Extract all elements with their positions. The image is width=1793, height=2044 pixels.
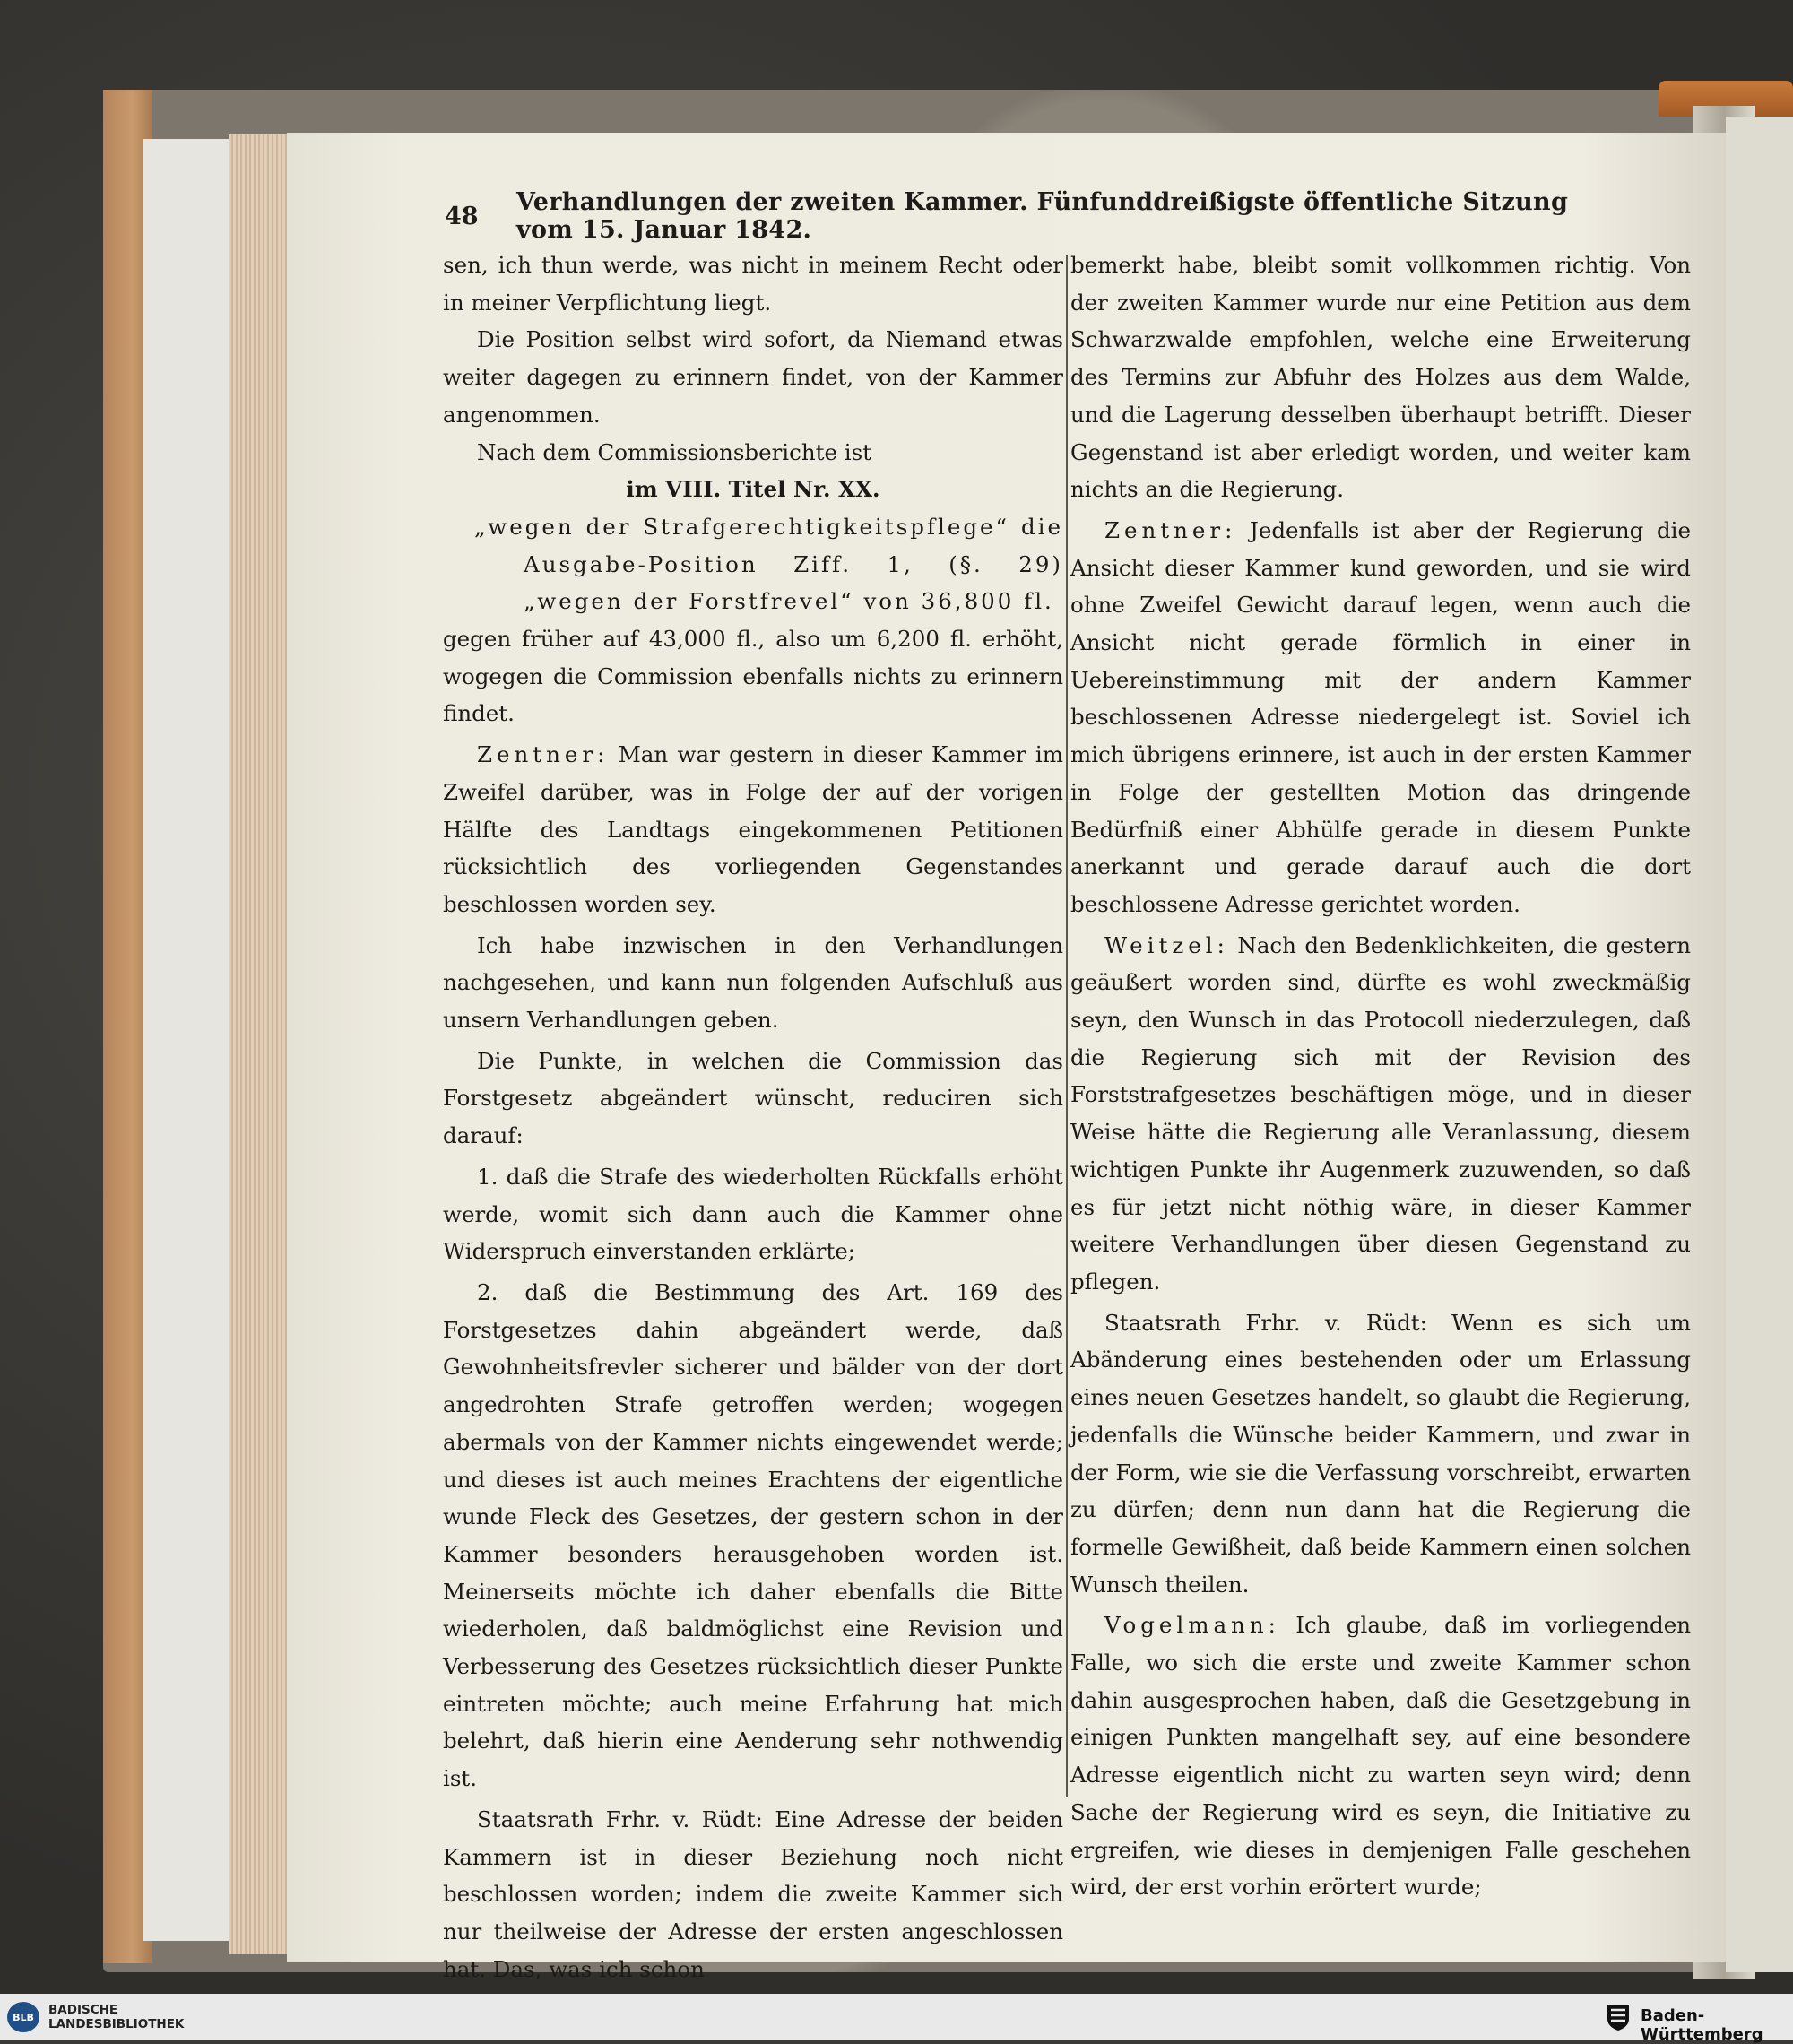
speech-text: Eine Adresse der beiden Kammern ist in dieser Beziehung noch nicht beschlossen worden; indem die zweite Kammer sich nur theilweise der Adresse der ersten angeschlossen hat. Das, was ich schon	[443, 1806, 1063, 1982]
speech-text: Wenn es sich um Abänderung eines bestehenden oder um Erlassung eines neuen Gesetzes handelt, so glaubt die Regierung, jedenfalls die Wünsche beider Kammern, und zwar in der Form, wie sie die Verfassung vorschreibt, erwarten zu dürfen; denn nun dann hat die Regierung die formelle Gewißheit, daß beide Kammern einen solchen Wunsch theilen.	[1070, 1309, 1691, 1598]
speaker-name: Staatsrath Frhr. v. Rüdt:	[1104, 1309, 1427, 1336]
paragraph: sen, ich thun werde, was nicht in meinem Recht oder in meiner Verpflichtung liegt.	[443, 252, 1063, 316]
speech	[1070, 1607, 1691, 1906]
speaker-name: Vogelmann:	[1104, 1612, 1280, 1639]
viewer-footer-bar	[0, 1994, 1793, 2044]
right-column	[1070, 247, 1691, 1906]
paragraph: Die Position selbst wird sofort, da Niemand etwas weiter dagegen zu erinnern findet, von der Kammer angenommen.	[443, 326, 1063, 428]
speech-text: Jedenfalls ist aber der Regierung die Ansicht dieser Kammer kund geworden, und sie wird ohne Zweifel Gewicht darauf legen, wenn auch die Ansicht nicht gerade förmlich in einer in Uebereinstimmung mit der andern Kammer beschlossenen Adresse niedergelegt ist. Soviel ich mich übrigens erinnere, ist auch in der ersten Kammer in Folge der gestellten Motion das dringende Bedürfniß einer Abhülfe gerade in diesem Punkte anerkannt und gerade darauf auch die dort beschlossene Adresse gerichtet worden.	[1070, 516, 1691, 917]
paragraph: Ich habe inzwischen in den Verhandlungen nachgesehen, und kann nun folgenden Aufschluß aus unsern Verhandlungen geben.	[443, 931, 1063, 1034]
budget-position: „wegen der Strafgerechtigkeitspflege“ die Ausgabe-Position Ziff. 1, (§. 29) „wegen der Forstfrevel“ von 36,800 fl.	[474, 513, 1063, 615]
budget-title-heading: im VIII. Titel Nr. XX.	[626, 476, 880, 503]
page-number: 48	[445, 202, 479, 230]
speech-text: Nach den Bedenklichkeiten, die gestern geäußert worden sind, dürfte es wohl zweckmäßig seyn, den Wunsch in das Protocoll niederzulegen, daß die Regierung sich mit der Revision des Forststrafgesetzes beschäftigen möge, und in dieser Weise hätte die Regierung alle Veranlassung, diesem wichtigen Punkte ihr Augenmerk zuzuwenden, so daß es für jetzt nicht nöthig wäre, in dieser Kammer weitere Verhandlungen über diesen Gegenstand zu pflegen.	[1070, 931, 1692, 1295]
list-item: 1. daß die Strafe des wiederholten Rückfalls erhöht werde, womit sich dann auch die Kammer ohne Widerspruch einverstanden erklärte;	[443, 1163, 1063, 1265]
left-column	[443, 247, 1063, 1988]
list-item: 2. daß die Bestimmung des Art. 169 des Forstgesetzes dahin abgeändert werde, daß Gewohnheitsfrevler sicherer und bälder von der dort angedrohten Strafe getroffen werden; wogegen abermals von der Kammer nichts eingewendet werde; und dieses ist auch meines Erachtens der eigentliche wunde Fleck des Gesetzes, der gestern schon in der Kammer besonders herausgehoben worden ist. Meinerseits möchte ich daher ebenfalls die Bitte wiederholen, daß baldmöglichst eine Revision und Verbesserung des Gesetzes rücksichtlich dieser Punkte eintreten möchte; auch meine Erfahrung hat mich belehrt, daß hierin eine Aenderung sehr nothwendig ist.	[443, 1278, 1063, 1792]
flyleaf-strip	[143, 139, 233, 1941]
header-title: Verhandlungen der zweiten Kammer. Fünfunddreißigste öffentliche Sitzung vom 15. Januar 1842.	[516, 188, 1569, 244]
speaker-name: Zentner:	[1104, 516, 1237, 543]
column-divider	[1066, 256, 1068, 1797]
speech	[1070, 927, 1691, 1301]
paragraph: Die Punkte, in welchen die Commission das Forstgesetz abgeändert wünscht, reduciren sich darauf:	[443, 1047, 1063, 1149]
library-name[interactable]: BADISCHE LANDESBIBLIOTHEK	[48, 2003, 185, 2031]
paragraph: gegen früher auf 43,000 fl., also um 6,200 fl. erhöht, wogegen die Commission ebenfalls nichts zu erinnern findet.	[443, 626, 1063, 727]
page-stack-edges	[229, 134, 296, 1954]
facing-page-fragment	[1726, 117, 1793, 1972]
paragraph: Nach dem Commissionsberichte ist	[477, 438, 872, 465]
speaker-name: Weitzel:	[1104, 931, 1229, 958]
speech	[1070, 1304, 1691, 1604]
speech	[443, 736, 1063, 923]
blb-logo-icon[interactable]: BLB	[7, 2002, 39, 2032]
speech	[1070, 512, 1691, 923]
speech-text: Ich glaube, daß im vorliegenden Falle, wo sich die erste und zweite Kammer schon dahin ausgesprochen haben, daß die Gesetzgebung in einigen Punkten mangelhaft sey, auf eine besondere Adresse eigentlich nicht zu warten seyn wird; denn Sache der Regierung wird es seyn, die Initiative zu ergreifen, wie dieses in demjenigen Falle geschehen wird, der erst vorhin erörtert wurde;	[1070, 1612, 1691, 1901]
running-header	[445, 188, 1601, 244]
baden-wuerttemberg-emblem-icon	[1605, 2003, 1632, 2031]
speech	[443, 1801, 1063, 1988]
speech-text: Man war gestern in dieser Kammer im Zweifel darüber, was in Folge der auf der vorigen Hälfte des Landtags eingekommenen Petitionen rücksichtlich des vorliegenden Gegenstandes beschlossen worden sey.	[443, 741, 1063, 917]
paragraph: bemerkt habe, bleibt somit vollkommen richtig. Von der zweiten Kammer wurde nur eine Petition aus dem Schwarzwalde empfohlen, welche eine Erweiterung des Termins zur Abfuhr des Holzes aus dem Walde, und die Lagerung desselben überhaupt betrifft. Dieser Gegenstand ist aber erledigt worden, und weiter kam nichts an die Regierung.	[1070, 252, 1691, 503]
speaker-name: Zentner:	[477, 741, 610, 768]
speaker-name: Staatsrath Frhr. v. Rüdt:	[477, 1806, 763, 1832]
state-name[interactable]: Baden-Württemberg	[1641, 2006, 1763, 2044]
